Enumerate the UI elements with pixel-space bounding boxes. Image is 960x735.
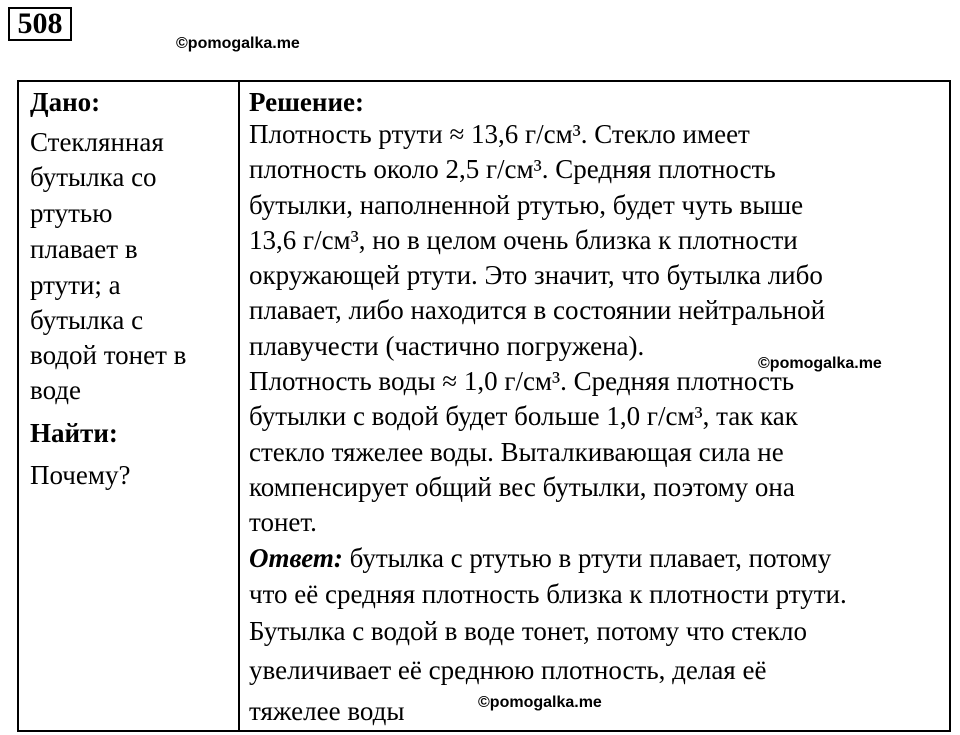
solution-line: Плотность воды ≈ 1,0 г/см³. Средняя плотность	[249, 366, 795, 396]
find-heading: Найти:	[30, 418, 118, 448]
answer-line: что её средняя плотность близка к плотности ртути.	[249, 579, 847, 609]
watermark-bottom: ©pomogalka.me	[478, 694, 602, 711]
answer-label: Ответ:	[249, 543, 343, 573]
answer-text: бутылка с ртутью в ртути плавает, потому	[342, 543, 832, 573]
solution-line: Плотность ртути ≈ 13,6 г/см³. Стекло имеет	[249, 119, 750, 149]
solution-line: окружающей ртути. Это значит, что бутылка либо	[249, 260, 823, 290]
given-line: водой тонет в	[30, 340, 187, 370]
watermark-top: ©pomogalka.me	[176, 35, 300, 52]
answer-line: Бутылка с водой в воде тонет, потому что стекло	[249, 616, 808, 646]
solution-heading: Решение:	[249, 87, 364, 117]
solution-line: плотность около 2,5 г/см³. Средняя плотность	[249, 154, 776, 184]
given-line: Стеклянная	[30, 127, 164, 157]
given-line: плавает в	[30, 234, 138, 264]
solution-line: бутылки с водой будет больше 1,0 г/см³, так как	[249, 401, 798, 431]
answer-line: увеличивает её среднюю плотность, делая её	[249, 655, 767, 685]
column-divider	[238, 82, 240, 730]
find-line: Почему?	[30, 460, 131, 490]
answer-line: тяжелее воды	[249, 696, 405, 726]
solution-line: стекло тяжелее воды. Выталкивающая сила не	[249, 437, 784, 467]
problem-number: 508	[8, 7, 72, 41]
given-heading: Дано:	[30, 87, 101, 117]
answer-line	[249, 543, 831, 573]
given-line: воде	[30, 375, 82, 405]
given-line: ртутью	[30, 198, 113, 228]
solution-line: компенсирует общий вес бутылки, поэтому она	[249, 472, 795, 502]
watermark-middle: ©pomogalka.me	[758, 355, 882, 372]
solution-line: плавучести (частично погружена).	[249, 331, 645, 361]
solution-table	[17, 80, 951, 732]
given-line: бутылка со	[30, 162, 157, 192]
solution-line: 13,6 г/см³, но в целом очень близка к плотности	[249, 225, 798, 255]
solution-line: тонет.	[249, 507, 317, 537]
solution-line: плавает, либо находится в состоянии нейтральной	[249, 295, 826, 325]
given-line: бутылка с	[30, 305, 144, 335]
given-line: ртути; а	[30, 270, 121, 300]
solution-line: бутылки, наполненной ртутью, будет чуть выше	[249, 190, 804, 220]
